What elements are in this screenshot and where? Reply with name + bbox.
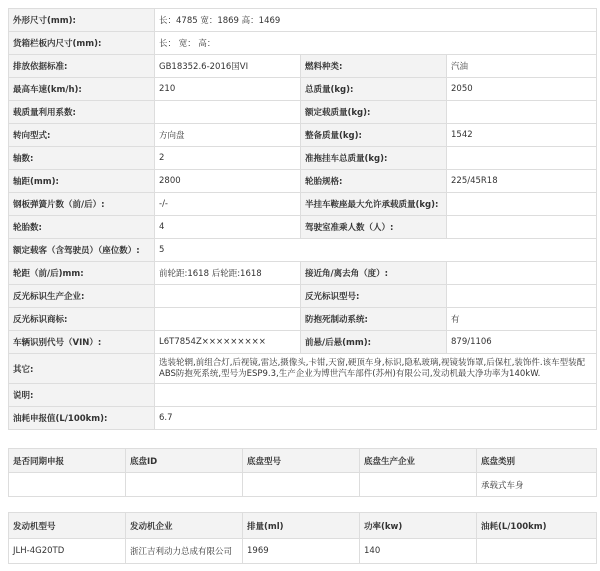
spec-value (447, 262, 597, 285)
spec-value: 2800 (155, 170, 301, 193)
spec-row-steering (9, 124, 597, 147)
spec-value: 5 (155, 239, 597, 262)
spec-label: 燃料种类: (301, 55, 447, 78)
spec-value (447, 193, 597, 216)
spec-value: 有 (447, 308, 597, 331)
spec-label: 轴数: (9, 147, 155, 170)
spec-value: 4 (155, 216, 301, 239)
spec-label: 排放依据标准: (9, 55, 155, 78)
engine-header-power: 功率(kw) (360, 513, 477, 539)
spec-value (447, 147, 597, 170)
spec-label: 外形尺寸(mm): (9, 9, 155, 32)
spec-label: 准拖挂车总质量(kg): (301, 147, 447, 170)
spec-label: 轮胎规格: (301, 170, 447, 193)
engine-cell: JLH-4G20TD (9, 539, 126, 564)
spec-label: 前悬/后悬(mm): (301, 331, 447, 354)
spec-row-load-factor (9, 101, 597, 124)
spec-label: 轮胎数: (9, 216, 155, 239)
spec-row-reflector-brand (9, 308, 597, 331)
spec-label: 反光标识生产企业: (9, 285, 155, 308)
engine-header-maker: 发动机企业 (126, 513, 243, 539)
spec-value (155, 308, 301, 331)
chassis-header-category: 底盘类别 (477, 449, 597, 473)
engine-table (8, 512, 597, 564)
engine-header-row (9, 513, 597, 539)
spec-label: 防抱死制动系统: (301, 308, 447, 331)
spec-row-seats (9, 239, 597, 262)
spec-row-cargo-box (9, 32, 597, 55)
chassis-header-row (9, 449, 597, 473)
spec-value: 汽油 (447, 55, 597, 78)
spec-value: -/- (155, 193, 301, 216)
spec-label: 车辆识别代号（VIN）: (9, 331, 155, 354)
spec-value: 879/1106 (447, 331, 597, 354)
engine-cell: 1969 (243, 539, 360, 564)
spec-row-fuel-consumption (9, 407, 597, 430)
spec-value: 210 (155, 78, 301, 101)
spec-value: 2 (155, 147, 301, 170)
engine-cell: 浙江吉利动力总成有限公司 (126, 539, 243, 564)
spec-label: 说明: (9, 384, 155, 407)
spec-row-other (9, 354, 597, 384)
spec-label: 整备质量(kg): (301, 124, 447, 147)
chassis-header-same-period: 是否同期申报 (9, 449, 126, 473)
chassis-cell (126, 473, 243, 497)
engine-header-model: 发动机型号 (9, 513, 126, 539)
spec-table (8, 8, 597, 430)
spec-label: 额定载客（含驾驶员）（座位数）: (9, 239, 155, 262)
spec-row-reflector-maker (9, 285, 597, 308)
spec-row-vin (9, 331, 597, 354)
spec-row-speed (9, 78, 597, 101)
spec-label: 载质量利用系数: (9, 101, 155, 124)
spec-label: 最高车速(km/h): (9, 78, 155, 101)
spec-label: 轮距（前/后)mm: (9, 262, 155, 285)
chassis-cell: 承载式车身 (477, 473, 597, 497)
spec-label: 半挂车鞍座最大允许承载质量(kg): (301, 193, 447, 216)
chassis-header-id: 底盘ID (126, 449, 243, 473)
spec-row-notes (9, 384, 597, 407)
spec-row-tires (9, 216, 597, 239)
chassis-header-model: 底盘型号 (243, 449, 360, 473)
spec-value: GB18352.6-2016国VI (155, 55, 301, 78)
chassis-data-row (9, 473, 597, 497)
spec-label: 接近角/离去角（度）: (301, 262, 447, 285)
spec-label: 油耗申报值(L/100km): (9, 407, 155, 430)
spec-label: 钢板弹簧片数（前/后）: (9, 193, 155, 216)
spec-row-dimensions (9, 9, 597, 32)
spec-label: 反光标识型号: (301, 285, 447, 308)
spec-value: 选装轮辋,前组合灯,后视镜,雷达,摄像头,卡钳,天窗,硬顶车身,标识,隐私玻璃,视镜装饰罩,后保杠,装饰件.该车型装配ABS防抱死系统,型号为ESP9.3,生产企业为博世汽车部件(苏州)有限公司,发动机最大净功率为140kW. (155, 354, 597, 384)
spec-row-springs (9, 193, 597, 216)
engine-cell: 140 (360, 539, 477, 564)
spec-value: 1542 (447, 124, 597, 147)
spec-label: 货箱栏板内尺寸(mm): (9, 32, 155, 55)
spec-row-axles (9, 147, 597, 170)
spec-value (155, 101, 301, 124)
spec-value (155, 285, 301, 308)
spec-label: 驾驶室准乘人数（人）: (301, 216, 447, 239)
spec-label: 总质量(kg): (301, 78, 447, 101)
spec-value: 2050 (447, 78, 597, 101)
chassis-table (8, 448, 597, 497)
spec-label: 转向型式: (9, 124, 155, 147)
engine-header-displacement: 排量(ml) (243, 513, 360, 539)
spec-label: 其它: (9, 354, 155, 384)
spec-value: 前轮距:1618 后轮距:1618 (155, 262, 301, 285)
spec-value: 方向盘 (155, 124, 301, 147)
spec-label: 轴距(mm): (9, 170, 155, 193)
spec-value: 长： 宽： 高： (155, 32, 597, 55)
spec-value (447, 285, 597, 308)
spec-value (155, 384, 597, 407)
engine-header-fuel: 油耗(L/100km) (477, 513, 597, 539)
spec-value: L6T7854Z××××××××× (155, 331, 301, 354)
spec-value (447, 101, 597, 124)
chassis-cell (360, 473, 477, 497)
spec-label: 额定载质量(kg): (301, 101, 447, 124)
engine-data-row (9, 539, 597, 564)
spec-value: 长：4785 宽：1869 高：1469 (155, 9, 597, 32)
chassis-cell (9, 473, 126, 497)
spec-value (447, 216, 597, 239)
spec-row-wheelbase (9, 170, 597, 193)
spec-value: 6.7 (155, 407, 597, 430)
chassis-cell (243, 473, 360, 497)
spec-row-emission (9, 55, 597, 78)
spec-label: 反光标识商标: (9, 308, 155, 331)
spec-row-track (9, 262, 597, 285)
chassis-header-maker: 底盘生产企业 (360, 449, 477, 473)
spec-value: 225/45R18 (447, 170, 597, 193)
engine-cell (477, 539, 597, 564)
